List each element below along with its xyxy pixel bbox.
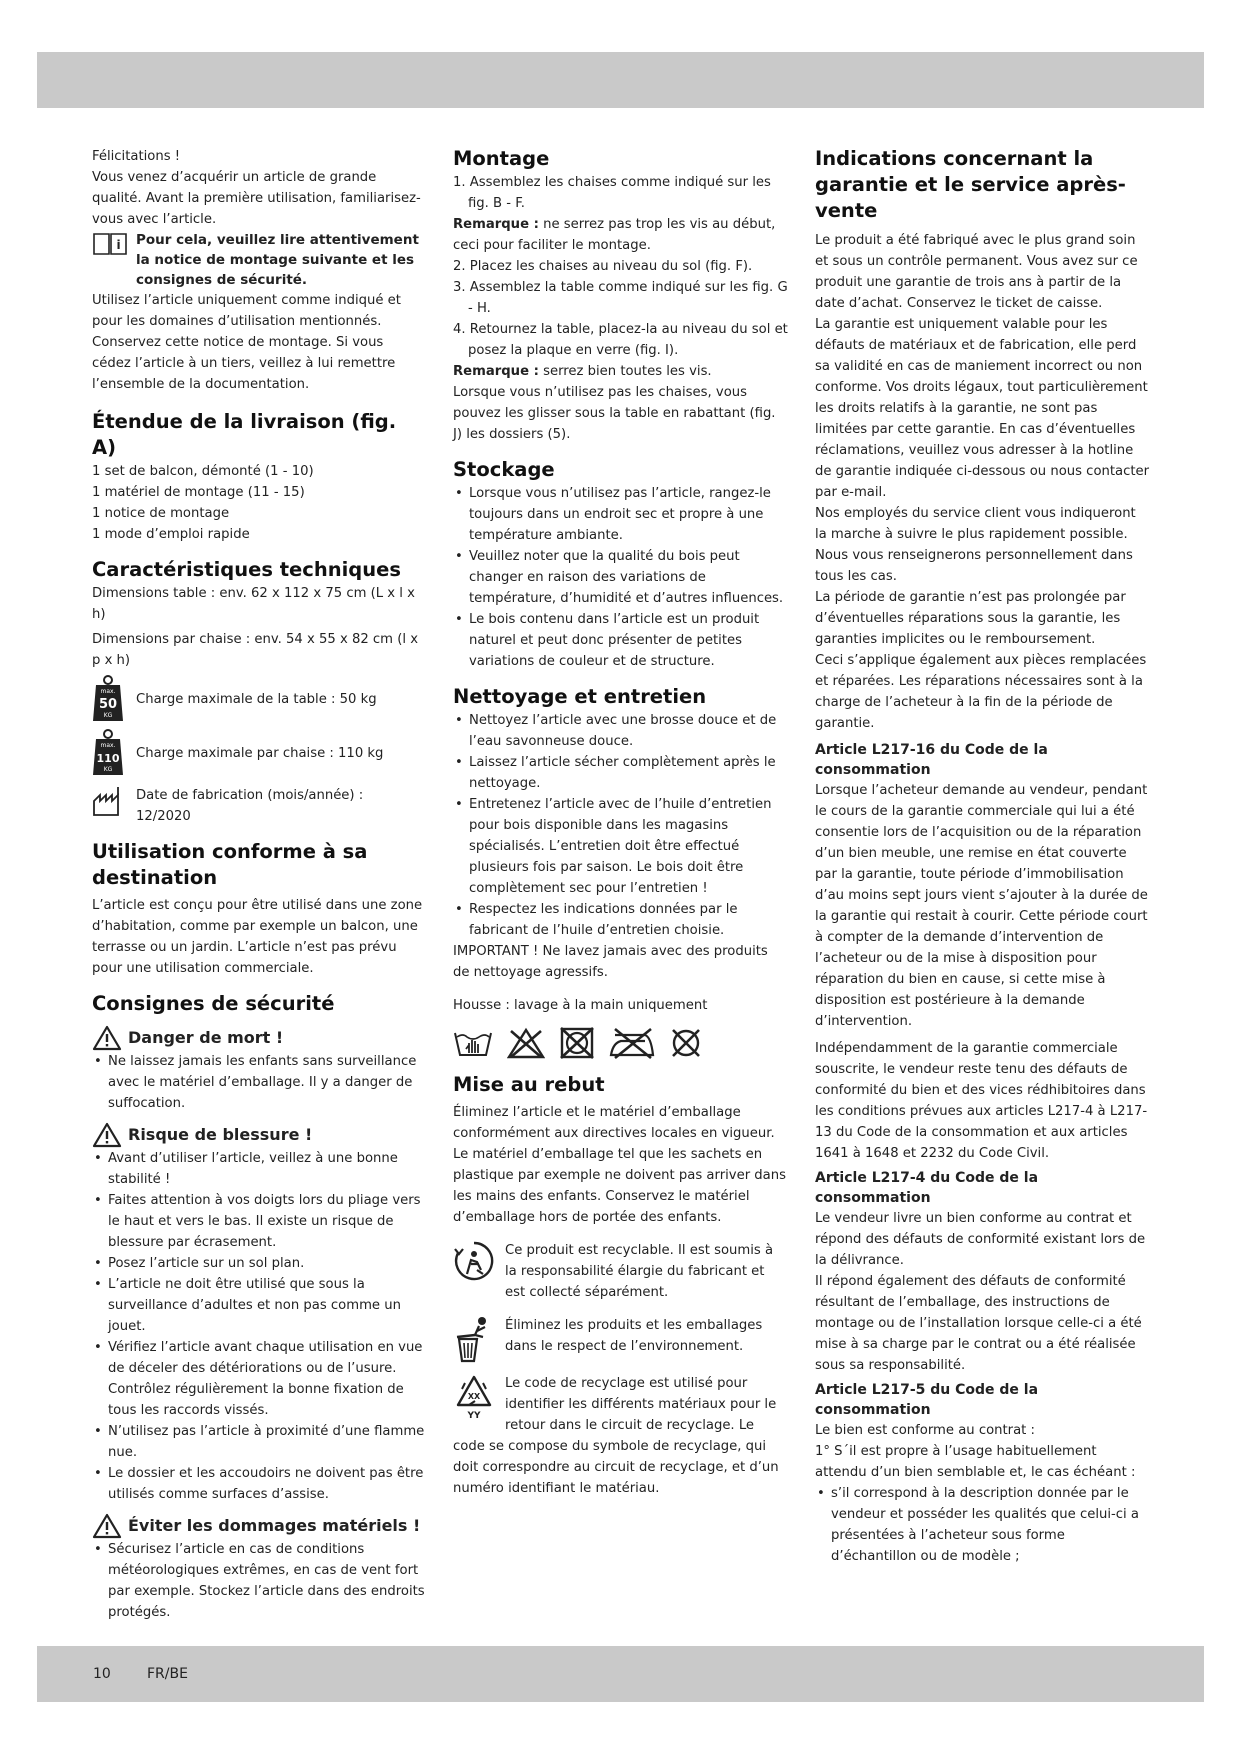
list-item: • Laissez l’article sécher complètement après le nettoyage. — [453, 752, 788, 794]
article-3-text: Le bien est conforme au contrat : — [815, 1423, 1035, 1438]
language-code: FR/BE — [147, 1666, 188, 1682]
article-2-title: Article L217-4 du Code de la consommation — [815, 1170, 1039, 1206]
damage-heading — [92, 1513, 425, 1539]
article-3-list — [815, 1483, 1150, 1567]
injury-list — [92, 1148, 425, 1505]
list-item: • Ne laissez jamais les enfants sans surveillance avec le matériel d’emballage. Il y a danger de suffocation. — [92, 1051, 425, 1114]
clean-title: Nettoyage et entretien — [453, 685, 707, 708]
remark-1: Remarque : ne serrez pas trop les vis au début, ceci pour faciliter le montage. — [453, 217, 776, 253]
bin-row — [453, 1315, 788, 1363]
list-item: • Vérifiez l’article avant chaque utilisation en vue de déceler des détériorations ou de l’usure. Contrôlez régulièrement la bonne fixation de tous les raccords vissés. — [92, 1337, 425, 1421]
clean-list — [453, 710, 788, 941]
manufacture-date-icon — [92, 785, 124, 817]
warranty-p2: La garantie est uniquement valable pour les défauts de matériaux et de fabrication, elle perd sa validité en cas de maniement incorrect ou non conforme. Vos droits légaux, tout particulièrement les droits relatifs à la garantie, ne sont pas limitées par cette garantie. En cas d’éventuelles réclamations, veuillez vous adresser à la hotline de garantie indiquée ci-dessous ou nous contacter par e-mail. — [815, 317, 1150, 500]
intro-greeting: Félicitations ! — [92, 149, 181, 164]
care-symbols — [453, 1026, 788, 1060]
code-text-a: Le code de recyclage est utilisé pour identifier les différents matériaux pour le retour dans le circuit de recyclage. Le — [505, 1376, 777, 1433]
column-1 — [92, 146, 425, 1623]
recycle-row — [453, 1240, 788, 1303]
code-row — [453, 1373, 788, 1436]
warning-icon — [92, 1122, 122, 1148]
read-notice-text: Pour cela, veuillez lire attentivement la notice de montage suivante et les consignes de sécurité. — [136, 232, 419, 288]
list-item: • N’utilisez pas l’article à proximité d’une flamme nue. — [92, 1421, 425, 1463]
load-chair-text: Charge maximale par chaise : 110 kg — [136, 745, 384, 761]
dim-table: Dimensions table : env. 62 x 112 x 75 cm (L x l x h) — [92, 586, 415, 622]
article-1-text: Lorsque l’acheteur demande au vendeur, pendant le cours de la garantie commerciale qui lui a été consentie lors de l’acquisition ou de la réparation d’un bien meuble, une remise en état couverte par la garantie, toute période d’immobilisation d’au moins sept jours vient s’ajouter à la durée de la garantie qui restait à courir. Cette période court à compter de la demande d’intervention de l’acheteur ou de la mise à disposition pour réparation du bien en cause, si cette mise à disposition est postérieure à la demande d’intervention. — [815, 783, 1148, 1029]
danger-heading — [92, 1025, 425, 1051]
warranty-title: Indications concernant la garantie et le service après-vente — [815, 147, 1126, 222]
recycle-text: Ce produit est recyclable. Il est soumis à la responsabilité élargie du fabricant et est collecté séparément. — [505, 1243, 774, 1300]
use-title: Utilisation conforme à sa destination — [92, 840, 368, 889]
damage-title: Éviter les dommages matériels ! — [128, 1516, 421, 1535]
recycling-code-icon — [453, 1373, 495, 1423]
column-3 — [815, 146, 1150, 1567]
list-item: • Entretenez l’article avec de l’huile d’entretien pour bois disponible dans les magasins spécialisés. L’entretien doit être effectué plusieurs fois par saison. Le bois doit être complètement sec pour l’entretien ! — [453, 794, 788, 899]
weight-50kg-icon — [92, 675, 124, 723]
list-item: • Posez l’article sur un sol plan. — [92, 1253, 425, 1274]
waste-bin-icon — [453, 1315, 495, 1363]
danger-list — [92, 1051, 425, 1114]
delivery-title: Étendue de la livraison (fig. A) — [92, 410, 397, 459]
delivery-item: 1 set de balcon, démonté (1 - 10) — [92, 464, 314, 479]
montage-step: 4. Retournez la table, placez-la au niveau du sol et posez la plaque en verre (fig. I). — [453, 322, 788, 358]
svg-text:KG: KG — [103, 712, 113, 719]
cover-text: Housse : lavage à la main uniquement — [453, 998, 708, 1013]
triman-recycle-icon — [453, 1240, 495, 1282]
column-2 — [453, 146, 788, 1499]
no-dry-clean-icon — [669, 1026, 703, 1060]
article-3-title: Article L217-5 du Code de la consommation — [815, 1382, 1039, 1418]
list-item: • Le dossier et les accoudoirs ne doivent pas être utilisés comme surfaces d’assise. — [92, 1463, 425, 1505]
header-bar — [37, 52, 1204, 108]
injury-heading — [92, 1122, 425, 1148]
damage-list — [92, 1539, 425, 1623]
date-text: Date de fabrication (mois/année) : 12/2020 — [136, 788, 364, 824]
list-item: • s’il correspond à la description donnée par le vendeur et posséder les qualités que celui-ci a présentées à l’acheteur sous forme d’échantillon ou de modèle ; — [815, 1483, 1150, 1567]
svg-text:KG: KG — [103, 766, 113, 773]
no-iron-icon — [609, 1027, 655, 1059]
safety-title: Consignes de sécurité — [92, 992, 335, 1015]
montage-title: Montage — [453, 147, 550, 170]
storage-list — [453, 483, 788, 672]
list-item: • Lorsque vous n’utilisez pas l’article, rangez-le toujours dans un endroit sec et propre à une température ambiante. — [453, 483, 788, 546]
warning-icon — [92, 1513, 122, 1539]
article-2-text: Le vendeur livre un bien conforme au contrat et répond des défauts de conformité existant lors de la délivrance. — [815, 1211, 1146, 1268]
warranty-p1: Le produit a été fabriqué avec le plus grand soin et sous un contrôle permanent. Vous avez sur ce produit une garantie de trois ans à partir de la date d’achat. Conservez le ticket de caisse. — [815, 233, 1138, 311]
svg-text:i: i — [116, 238, 121, 252]
delivery-item: 1 notice de montage — [92, 506, 230, 521]
code-text-b: code se compose du symbole de recyclage, qui doit correspondre au circuit de recyclage, et d’un numéro identifiant le matériau. — [453, 1439, 779, 1496]
svg-text:50: 50 — [98, 697, 118, 712]
article-3-text-2: 1° S´il est propre à l’usage habituellement attendu d’un bien semblable et, le cas échéant : — [815, 1444, 1136, 1480]
warning-icon — [92, 1025, 122, 1051]
read-notice — [92, 230, 425, 290]
list-item: • Avant d’utiliser l’article, veillez à une bonne stabilité ! — [92, 1148, 425, 1190]
article-1-title: Article L217-16 du Code de la consommation — [815, 742, 1048, 778]
list-item: • Nettoyez l’article avec une brosse douce et de l’eau savonneuse douce. — [453, 710, 788, 752]
manual-info-icon — [92, 230, 128, 256]
montage-steps — [453, 172, 788, 214]
load-chair-row — [92, 729, 425, 777]
important-text: IMPORTANT ! Ne lavez jamais avec des produits de nettoyage agressifs. — [453, 944, 768, 980]
danger-title: Danger de mort ! — [128, 1028, 284, 1047]
storage-title: Stockage — [453, 458, 555, 481]
page-number: 10 — [93, 1666, 111, 1682]
no-bleach-icon — [507, 1027, 545, 1059]
remark-2: Remarque : serrez bien toutes les vis. — [453, 364, 712, 379]
delivery-item: 1 matériel de montage (11 - 15) — [92, 485, 305, 500]
warranty-p5: Ceci s’applique également aux pièces remplacées et réparées. Les réparations nécessaires sont à la charge de l’acheteur à la fin de la période de garantie. — [815, 653, 1147, 731]
list-item: • Le bois contenu dans l’article est un produit naturel et peut donc présenter de petites variations de couleur et de structure. — [453, 609, 788, 672]
injury-title: Risque de blessure ! — [128, 1125, 313, 1144]
list-item: • Veuillez noter que la qualité du bois peut changer en raison des variations de température, d’humidité et d’autres influences. — [453, 546, 788, 609]
footer-bar — [37, 1646, 1204, 1702]
tech-title: Caractéristiques techniques — [92, 558, 401, 581]
no-tumble-dry-icon — [559, 1026, 595, 1060]
fold-text: Lorsque vous n’utilisez pas les chaises, vous pouvez les glisser sous la table en rabattant (fig. J) les dossiers (5). — [453, 385, 776, 442]
date-row — [92, 785, 425, 827]
svg-text:110: 110 — [96, 752, 120, 765]
warranty-p4: La période de garantie n’est pas prolongée par d’éventuelles réparations sous la garantie, les garanties implicites ou le remboursement. — [815, 590, 1126, 647]
disposal-title: Mise au rebut — [453, 1073, 605, 1096]
svg-text:YY: YY — [467, 1411, 481, 1421]
svg-text:XX: XX — [467, 1392, 481, 1401]
use-text: L’article est conçu pour être utilisé dans une zone d’habitation, comme par exemple un balcon, une terrasse ou un jardin. L’article n’est pas prévu pour une utilisation commerciale. — [92, 898, 423, 976]
intro-text: Vous venez d’acquérir un article de grande qualité. Avant la première utilisation, familiarisez-vous avec l’article. — [92, 170, 421, 227]
list-item: • Sécurisez l’article en cas de conditions météorologiques extrêmes, en cas de vent fort par exemple. Stockez l’article dans des endroits protégés. — [92, 1539, 425, 1623]
article-1-text-2: Indépendamment de la garantie commerciale souscrite, le vendeur reste tenu des défauts de conformité du bien et des vices rédhibitoires dans les conditions prévues aux articles L217-4 à L217-13 du Code de la consommation et aux articles 1641 à 1648 et 2232 du Code Civil. — [815, 1041, 1148, 1161]
load-table-row — [92, 675, 425, 723]
list-item: • Faites attention à vos doigts lors du pliage vers le haut et vers le bas. Il existe un risque de blessure par écrasement. — [92, 1190, 425, 1253]
montage-step: 1. Assemblez les chaises comme indiqué sur les fig. B - F. — [453, 175, 771, 211]
hand-wash-icon — [453, 1027, 493, 1059]
bin-text: Éliminez les produits et les emballages dans le respect de l’environnement. — [505, 1318, 763, 1354]
weight-110kg-icon — [92, 729, 124, 777]
article-2-text-2: Il répond également des défauts de conformité résultant de l’emballage, des instructions de montage ou de l’installation lorsque celle-ci a été mise à sa charge par le contrat ou a été réalisée sous sa responsabilité. — [815, 1274, 1142, 1373]
svg-text:max.: max. — [100, 742, 116, 749]
list-item: • L’article ne doit être utilisé que sous la surveillance d’adultes et non pas comme un jouet. — [92, 1274, 425, 1337]
delivery-item: 1 mode d’emploi rapide — [92, 527, 250, 542]
montage-step: 3. Assemblez la table comme indiqué sur les fig. G - H. — [453, 280, 788, 316]
load-table-text: Charge maximale de la table : 50 kg — [136, 691, 377, 707]
montage-step: 2. Placez les chaises au niveau du sol (fig. F). — [453, 259, 753, 274]
disposal-text: Éliminez l’article et le matériel d’emballage conformément aux directives locales en vigueur. Le matériel d’emballage tel que les sachets en plastique par exemple ne doivent pas arriver dans les mains des enfants. Conservez le matériel d’emballage hors de portée des enfants. — [453, 1105, 786, 1225]
svg-text:max.: max. — [100, 688, 116, 695]
dim-chair: Dimensions par chaise : env. 54 x 55 x 82 cm (l x p x h) — [92, 632, 419, 668]
list-item: • Respectez les indications données par le fabricant de l’huile d’entretien choisie. — [453, 899, 788, 941]
usage-text: Utilisez l’article uniquement comme indiqué et pour les domaines d’utilisation mentionnés. Conservez cette notice de montage. Si vous cédez l’article à un tiers, veillez à lui remettre l’ensemble de la documentation. — [92, 293, 401, 392]
warranty-p3: Nos employés du service client vous indiqueront la marche à suivre le plus rapidement possible. Nous vous renseignerons personnellement dans tous les cas. — [815, 506, 1136, 584]
